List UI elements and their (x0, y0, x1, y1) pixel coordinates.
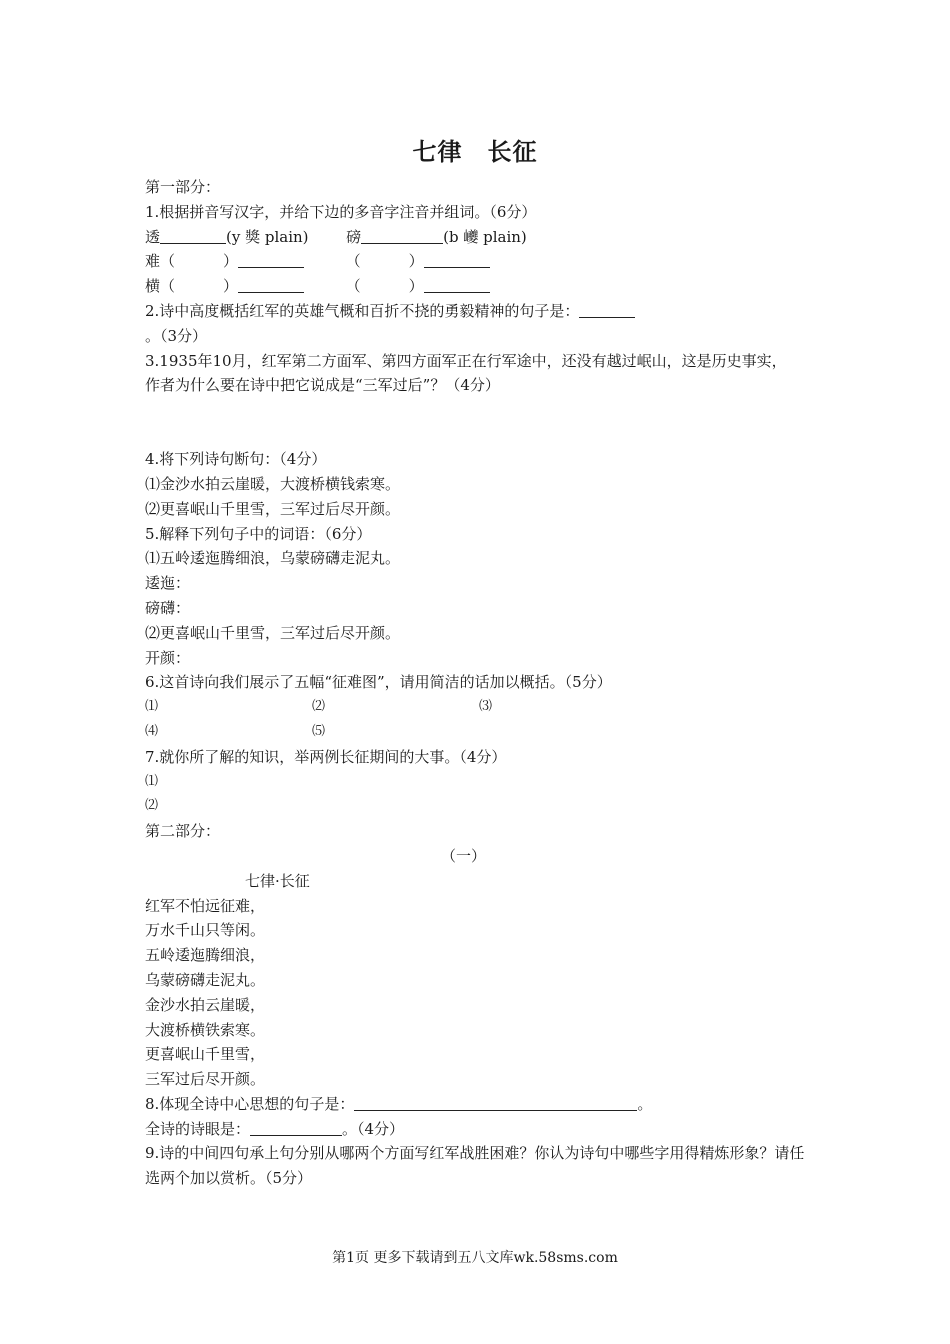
paren-open: （ (160, 252, 176, 271)
paren-open: （ (160, 277, 176, 296)
poem-line: 三军过后尽开颜。 (145, 1070, 266, 1089)
poem-line: 更喜岷山千里雪， (145, 1045, 266, 1064)
q8-blank[interactable] (354, 1093, 637, 1111)
q4-item1: ⑴金沙水拍云崖暖，大渡桥横钱索寒。 (145, 474, 401, 493)
word-blank[interactable] (424, 275, 490, 293)
q2-blank[interactable] (579, 300, 635, 318)
q5-word2: 磅礴： (145, 598, 191, 617)
q8-blank2[interactable] (250, 1118, 342, 1136)
paren-close: ） (223, 252, 239, 271)
q1-char-b: 磅 (346, 227, 362, 246)
poem-line: 乌蒙磅礴走泥丸。 (145, 970, 266, 989)
q1-row3 (145, 274, 825, 299)
q7-num2: ⑵ (145, 798, 159, 814)
q8-line2 (145, 1117, 825, 1142)
paren-open: （ (345, 277, 361, 296)
paren-close: ） (408, 277, 424, 296)
q2-question: 2.诗中高度概括红军的英雄气概和百折不挠的勇毅精神的句子是： (145, 301, 580, 320)
q5-item1: ⑴五岭逶迤腾细浪，乌蒙磅礴走泥丸。 (145, 549, 401, 568)
q5-item2: ⑵更喜岷山千里雪，三军过后尽开颜。 (145, 623, 401, 642)
page-footer: 第1页 更多下载请到五八文库wk.58sms.com (332, 1250, 618, 1266)
q1-char-heng: 横 (145, 277, 161, 296)
poem-line: 红军不怕远征难， (145, 896, 266, 915)
paren-close: ） (223, 277, 239, 296)
word-blank[interactable] (424, 250, 490, 268)
q3-text: 3.1935年10月，红军第二方面军、第四方面军正在行军途中，还没有越过岷山，这是历史事实，作者为什么要在诗中把它说成是“三军过后”？（4分） (145, 351, 787, 395)
paren-open: （ (345, 252, 361, 271)
q6-num3: ⑶ (479, 699, 493, 715)
q5-text: 5.解释下列句子中的词语：（6分） (145, 524, 372, 543)
q6-num1: ⑴ (145, 699, 159, 715)
q2-tail: 。（3分） (145, 326, 208, 345)
poem-line: 五岭逶迤腾细浪， (145, 946, 266, 965)
q1-row2 (145, 249, 825, 274)
q4-item2: ⑵更喜岷山千里雪，三军过后尽开颜。 (145, 499, 401, 518)
q8-question: 8.体现全诗中心思想的句子是： (145, 1094, 355, 1113)
poem-line: 万水千山只等闲。 (145, 921, 266, 940)
part1-heading: 第一部分： (145, 178, 221, 196)
q7-text: 7.就你所了解的知识，举两例长征期间的大事。（4分） (145, 747, 507, 766)
poem-line: 大渡桥横铁索寒。 (145, 1020, 266, 1039)
q6-row1 (145, 695, 825, 720)
q6-text: 6.这首诗向我们展示了五幅“征难图”，请用简洁的话加以概括。（5分） (145, 673, 612, 692)
section-label: （一） (441, 846, 487, 865)
word-blank[interactable] (238, 275, 304, 293)
q2-text (145, 299, 825, 324)
q6-row2 (145, 720, 825, 745)
q7-num1: ⑴ (145, 773, 159, 789)
q1-pinyin-a: (y 獎 plain) (226, 227, 309, 246)
q1-char-nan: 难 (145, 252, 161, 271)
page-title: 七律 长征 (412, 137, 538, 166)
q1-text: 1.根据拼音写汉字，并给下边的多音字注音并组词。（6分） (145, 202, 537, 221)
document-body (145, 175, 825, 1191)
q4-text: 4.将下列诗句断句：（4分） (145, 450, 327, 469)
q8-line2-tail: 。（4分） (342, 1119, 405, 1138)
q8-line2-label: 全诗的诗眼是： (145, 1119, 251, 1138)
q6-num4: ⑷ (145, 723, 159, 739)
q8-text (145, 1092, 825, 1117)
poem-title: 七律·长征 (245, 871, 310, 890)
q5-word1: 逶迤： (145, 574, 191, 593)
poem-line: 金沙水拍云崖暖， (145, 995, 266, 1014)
q1-char-a: 透 (145, 227, 161, 246)
q1-blank-a[interactable] (160, 226, 226, 244)
paren-close: ） (408, 252, 424, 271)
q1-row1 (145, 225, 825, 250)
q6-num5: ⑸ (312, 723, 326, 739)
q8-tail: 。 (637, 1094, 653, 1113)
q9-text: 9.诗的中间四句承上句分别从哪两个方面写红军战胜困难？你认为诗句中哪些字用得精炼形象？请任选两个加以赏析。（5分） (145, 1144, 805, 1188)
word-blank[interactable] (238, 250, 304, 268)
q6-num2: ⑵ (312, 699, 326, 715)
q1-blank-b[interactable] (361, 226, 443, 244)
q1-pinyin-b: (b 巙 plain) (443, 227, 527, 246)
q5-word3: 开颜： (145, 648, 191, 667)
part2-heading: 第二部分： (145, 822, 221, 841)
